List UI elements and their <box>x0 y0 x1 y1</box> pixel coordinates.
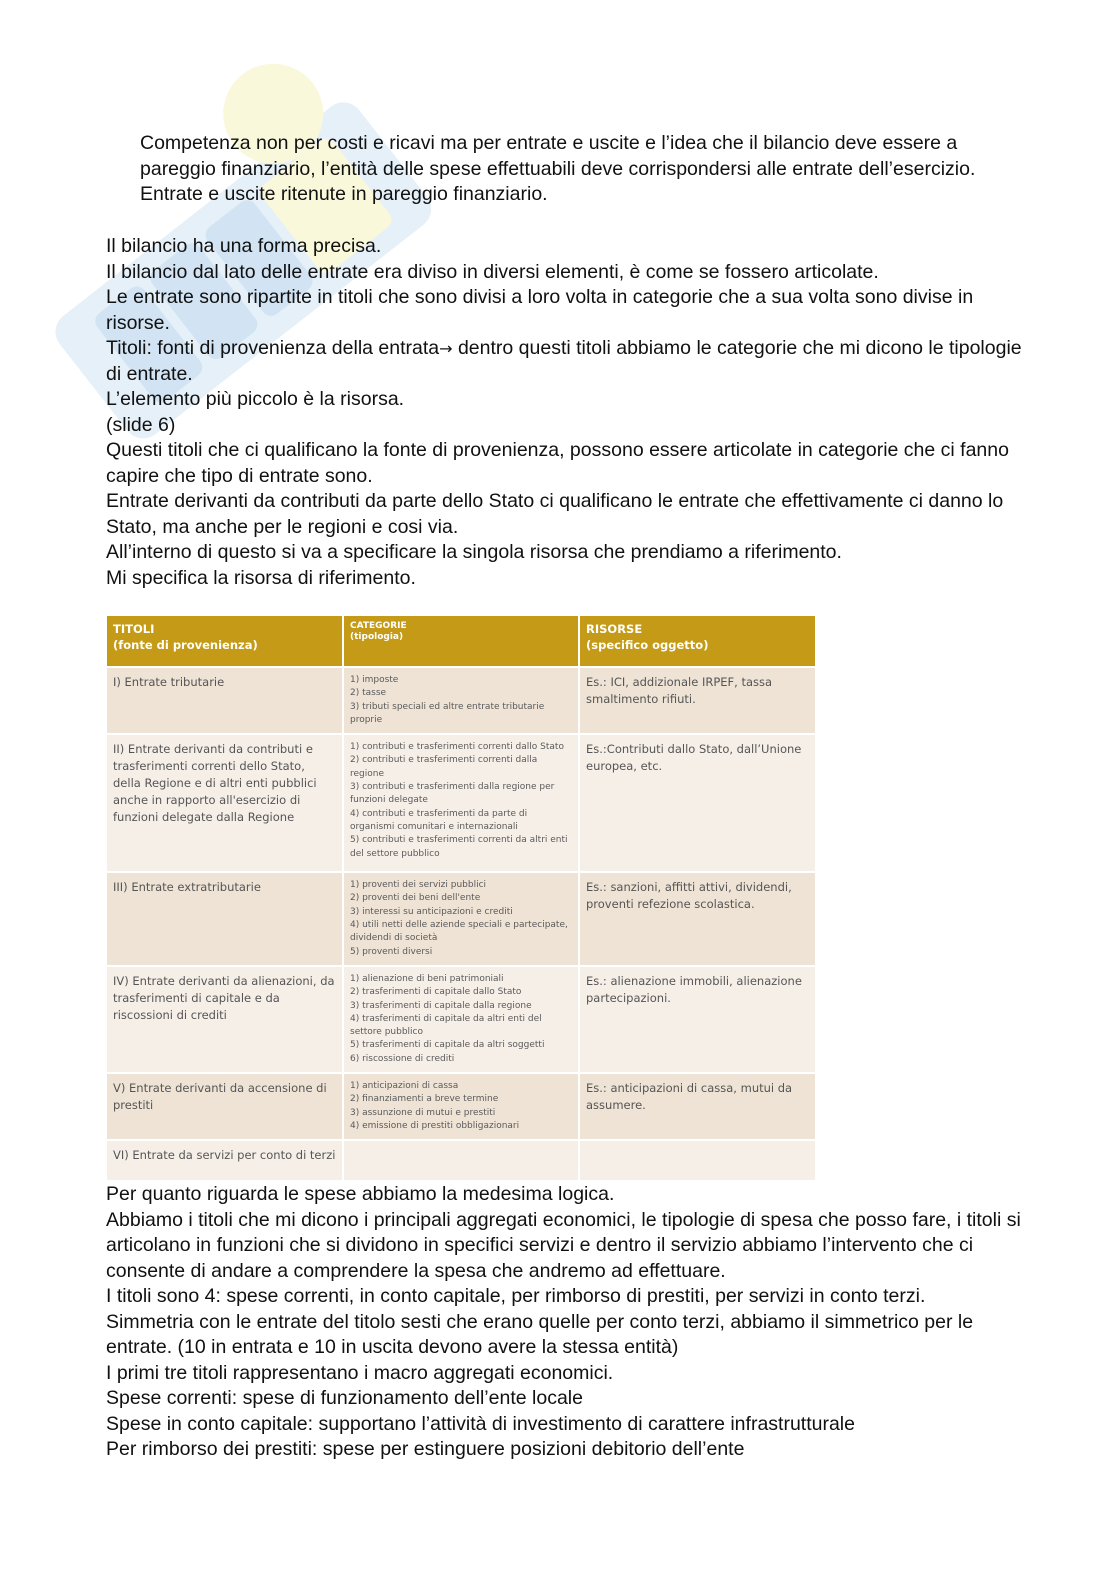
table-row <box>107 734 815 872</box>
categoria-item: 3) interessi su anticipazioni e crediti <box>350 906 513 917</box>
categoria-item: 4) emissione di prestiti obbligazionari <box>350 1120 520 1131</box>
paragraph: Per quanto riguarda le spese abbiamo la medesima logica. <box>106 1183 615 1205</box>
categoria-item: 3) tributi speciali ed altre entrate tributarie proprie <box>350 701 545 725</box>
categoria-item: 2) trasferimenti di capitale dallo Stato <box>350 987 522 998</box>
paragraph-text: Titoli: fonti di provenienza della entrata <box>106 337 440 359</box>
categorie-cell <box>343 734 579 872</box>
categorie-cell <box>343 667 579 734</box>
table-row <box>107 1140 815 1180</box>
header-titoli <box>107 616 343 667</box>
paragraph: Il bilancio ha una forma precisa. <box>106 235 382 257</box>
categorie-cell <box>343 1073 579 1140</box>
titolo-cell: I) Entrate tributarie <box>107 667 343 734</box>
paragraph: (slide 6) <box>106 413 176 436</box>
categoria-item: 1) contributi e trasferimenti correnti dallo Stato <box>350 742 564 753</box>
categoria-item: 5) trasferimenti di capitale da altri soggetti <box>350 1040 545 1051</box>
categoria-item: 3) assunzione di mutui e prestiti <box>350 1107 496 1118</box>
spese-section <box>106 1182 1026 1463</box>
entrate-section <box>106 234 1026 591</box>
categoria-item: 4) trasferimenti di capitale da altri enti del settore pubblico <box>350 1013 542 1038</box>
categoria-item: 1) proventi dei servizi pubblici <box>350 880 487 891</box>
categoria-item: 6) riscossione di crediti <box>350 1053 455 1064</box>
categoria-item: 2) proventi dei beni dell'ente <box>350 893 481 904</box>
intro-paragraph-block <box>140 131 1030 208</box>
categoria-item: 1) alienazione di beni patrimoniali <box>350 973 504 984</box>
paragraph: Abbiamo i titoli che mi dicono i principali aggregati economici, le tipologie di spesa che posso fare, i titoli si articolano in funzioni che si dividono in specifici servizi e dentro il servizio abbiamo l’intervento che ci consente di andare a comprendere la spesa che andremo ad effettuare. <box>106 1208 1021 1282</box>
risorse-cell: Es.: alienazione immobili, alienazione partecipazioni. <box>579 966 815 1073</box>
categoria-item: 5) contributi e trasferimenti correnti da altri enti del settore pubblico <box>350 835 568 859</box>
paragraph: Per rimborso dei prestiti: spese per estinguere posizioni debitorio dell’ente <box>106 1438 745 1460</box>
paragraph: L’elemento più piccolo è la risorsa. <box>106 388 405 410</box>
titolo-cell: III) Entrate extratributarie <box>107 872 343 966</box>
paragraph-text: dentro questi titoli abbiamo le categorie che mi dicono le tipologie di entrate. <box>106 337 1022 385</box>
header-titoli-sub: (fonte di provenienza) <box>113 638 258 652</box>
table-row <box>107 1073 815 1140</box>
header-risorse-label: RISORSE <box>586 622 643 636</box>
paragraph: Le entrate sono ripartite in titoli che sono divisi a loro volta in categorie che a sua volta sono divise in risorse. <box>106 286 974 334</box>
risorse-cell: Es.: ICI, addizionale IRPEF, tassa smaltimento rifiuti. <box>579 667 815 734</box>
paragraph: Spese correnti: spese di funzionamento dell’ente locale <box>106 1387 583 1409</box>
table-row <box>107 966 815 1073</box>
header-categorie-label: CATEGORIE <box>350 621 407 631</box>
header-titoli-label: TITOLI <box>113 622 155 636</box>
paragraph: I titoli sono 4: spese correnti, in conto capitale, per rimborso di prestiti, per servizi in conto terzi. <box>106 1285 926 1307</box>
categorie-cell <box>343 872 579 966</box>
header-risorse <box>579 616 815 667</box>
titolo-cell: IV) Entrate derivanti da alienazioni, da trasferimenti di capitale e da riscossioni di crediti <box>107 966 343 1073</box>
categorie-cell <box>343 1140 579 1180</box>
categoria-item: 5) proventi diversi <box>350 946 433 957</box>
categoria-item: 2) tasse <box>350 688 387 699</box>
paragraph <box>106 336 1026 387</box>
paragraph: Simmetria con le entrate del titolo sesti che erano quelle per conto terzi, abbiamo il simmetrico per le entrate. (10 in entrata e 10 in uscita devono avere la stessa entità) <box>106 1310 974 1358</box>
table-header-row <box>107 616 815 667</box>
risorse-cell <box>579 1140 815 1180</box>
categoria-item: 1) anticipazioni di cassa <box>350 1081 459 1092</box>
header-risorse-sub: (specifico oggetto) <box>586 638 709 652</box>
categoria-item: 4) contributi e trasferimenti da parte di organismi comunitari e internazionali <box>350 808 528 832</box>
paragraph: I primi tre titoli rappresentano i macro aggregati economici. <box>106 1361 614 1384</box>
paragraph: All’interno di questo si va a specificare la singola risorsa che prendiamo a riferimento. <box>106 541 842 563</box>
categoria-item: 2) finanziamenti a breve termine <box>350 1094 499 1105</box>
categoria-item: 1) imposte <box>350 675 399 685</box>
titolo-cell: V) Entrate derivanti da accensione di prestiti <box>107 1073 343 1140</box>
header-categorie <box>343 616 579 667</box>
categoria-item: 4) utili netti delle aziende speciali e partecipate, dividendi di società <box>350 920 568 944</box>
table-row <box>107 872 815 966</box>
arrow-right-icon: → <box>439 339 453 358</box>
titolo-cell: II) Entrate derivanti da contributi e trasferimenti correnti dello Stato, della Regione e di altri enti pubblici anche in rapporto all'esercizio di funzioni delegate dalla Regione <box>107 734 343 872</box>
table-row <box>107 667 815 734</box>
paragraph: Questi titoli che ci qualificano la fonte di provenienza, possono essere articolate in categorie che ci fanno capire che tipo di entrate sono. <box>106 439 1009 487</box>
paragraph: Entrate derivanti da contributi da parte dello Stato ci qualificano le entrate che effettivamente ci danno lo Stato, ma anche per le regioni e cosi via. <box>106 490 1004 538</box>
intro-paragraph: Competenza non per costi e ricavi ma per entrate e uscite e l’idea che il bilancio deve essere a pareggio finanziario, l’entità delle spese effettuabili deve corrispondersi alle entrate dell’esercizio. Entrate e uscite ritenute in pareggio finanziario. <box>140 132 976 205</box>
paragraph: Il bilancio dal lato delle entrate era diviso in diversi elementi, è come se fossero articolate. <box>106 260 879 283</box>
paragraph: Mi specifica la risorsa di riferimento. <box>106 566 416 589</box>
risorse-cell: Es.: sanzioni, affitti attivi, dividendi, proventi refezione scolastica. <box>579 872 815 966</box>
categoria-item: 2) contributi e trasferimenti correnti dalla regione <box>350 755 538 779</box>
categoria-item: 3) trasferimenti di capitale dalla regione <box>350 1000 532 1011</box>
titolo-cell: VI) Entrate da servizi per conto di terzi <box>107 1140 343 1180</box>
paragraph: Spese in conto capitale: supportano l’attività di investimento di carattere infrastrutturale <box>106 1412 855 1435</box>
risorse-cell: Es.: anticipazioni di cassa, mutui da assumere. <box>579 1073 815 1140</box>
categoria-item: 3) contributi e trasferimenti dalla regione per funzioni delegate <box>350 782 555 806</box>
entrate-table <box>107 616 815 1180</box>
header-categorie-sub: (tipologia) <box>350 632 404 642</box>
risorse-cell: Es.:Contributi dallo Stato, dall’Unione europea, etc. <box>579 734 815 872</box>
categorie-cell <box>343 966 579 1073</box>
